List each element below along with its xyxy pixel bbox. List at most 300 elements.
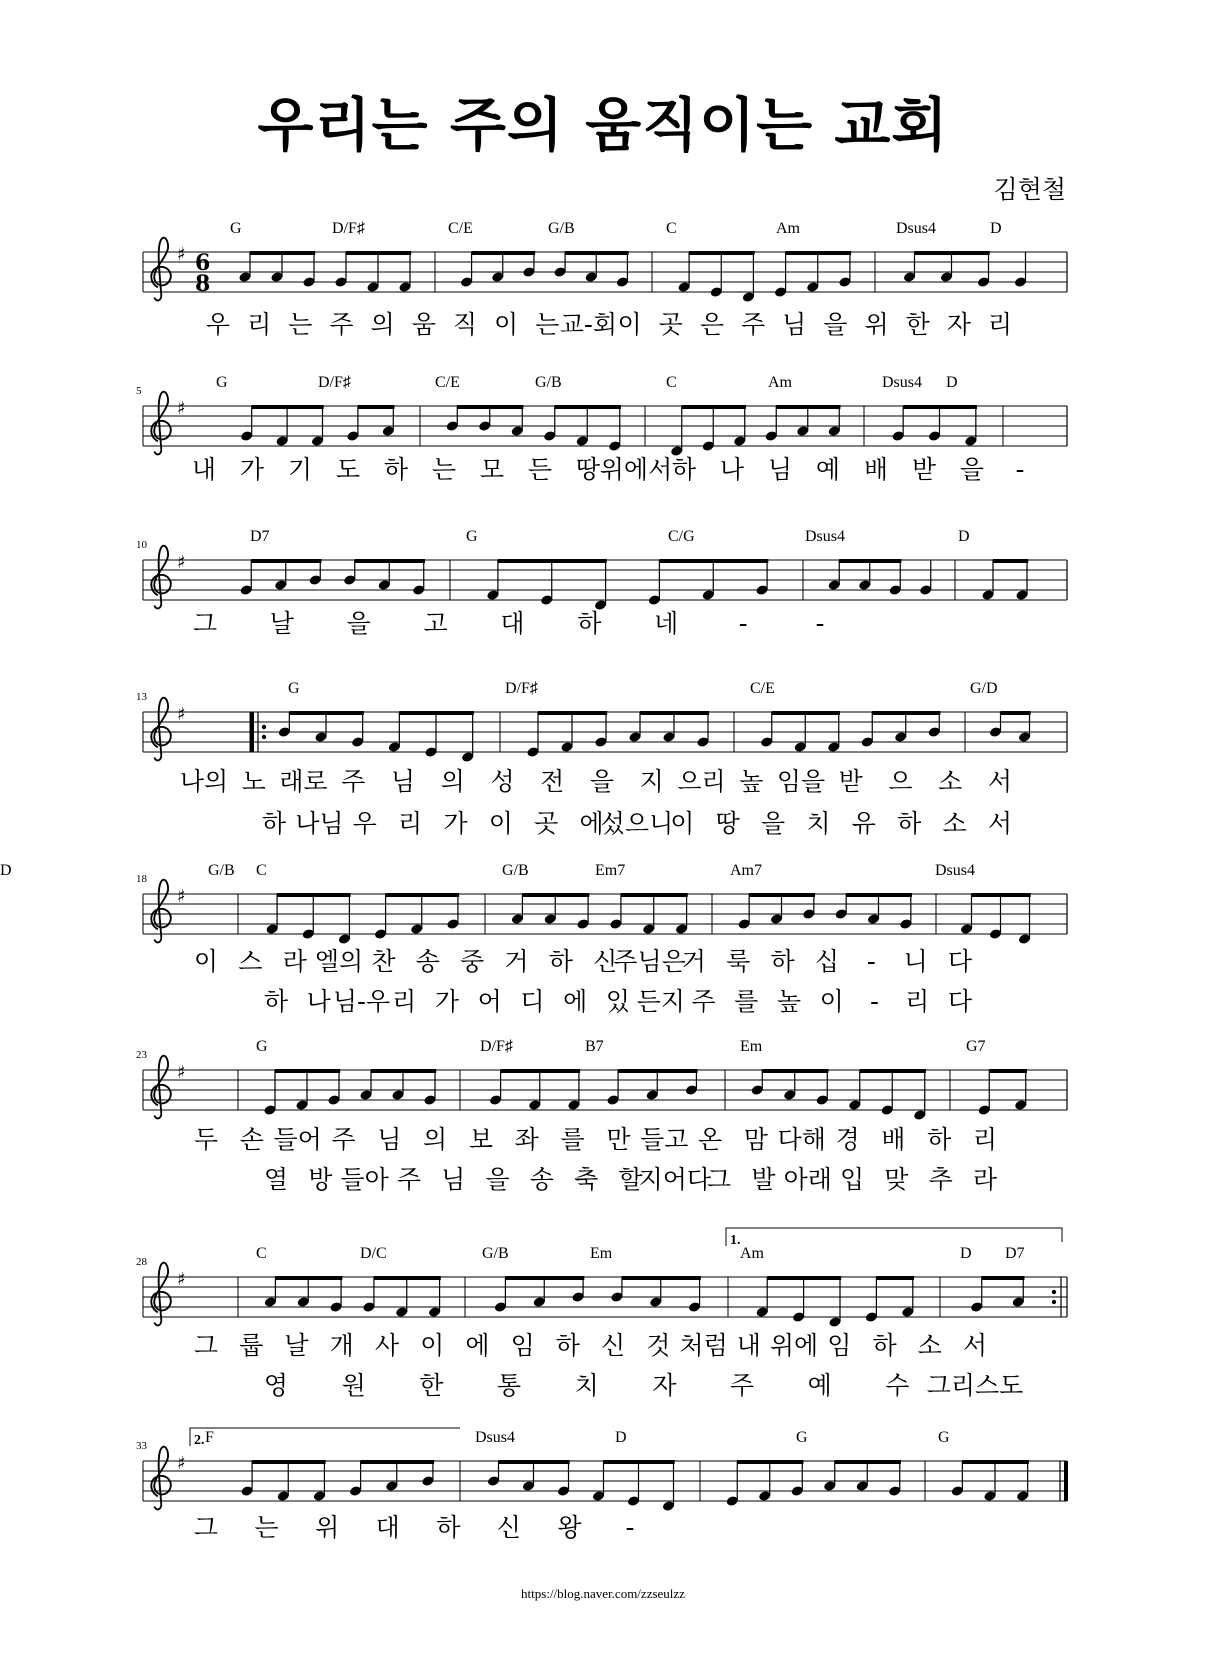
note-beam [252,1460,326,1464]
key-signature-sharp: ♯ [177,1269,186,1290]
lyric-syllable: 서 [987,767,1013,796]
note-beam [358,405,395,409]
chord-symbol: D/F♯ [332,220,365,237]
lyric-syllable: 하 [261,809,287,838]
key-signature-sharp: ♯ [177,1453,186,1474]
lyric-syllable: 지어다 [638,1165,712,1194]
measure-number: 13 [136,691,147,703]
lyric-syllable: 라 [282,947,307,976]
note-beam [565,251,629,255]
system-6 [136,1038,1067,1194]
treble-clef-icon [151,698,170,761]
lyric-syllable: 님 [390,767,416,796]
lyric-syllable: 교-회 [559,310,618,339]
lyric-syllable: 왕 [557,1513,582,1542]
lyric-syllable: 을 [959,455,985,484]
lyric-syllable: 위 [315,1513,340,1542]
note-beam [275,1069,340,1073]
repeat-dot [262,725,266,729]
note-beam [399,711,474,715]
note-beam [501,1069,581,1073]
treble-clef-icon [151,1447,170,1510]
lyric-syllable: 축 [574,1165,599,1194]
lyric-syllable: 모 [479,455,505,484]
lyric-syllable: 소 [917,1331,942,1360]
lyric-syllable: 하 [263,987,289,1016]
lyric-syllable: 이 [193,947,219,976]
chord-symbol: G/B [548,220,575,237]
note-beam [604,1460,675,1464]
note-beam [659,559,768,563]
chord-symbol: C/E [435,374,460,391]
chord-symbol: Dsus4 [805,528,846,545]
lyric-syllable: 통 [496,1371,522,1400]
note-beam [762,1069,828,1073]
note-beam [538,711,607,715]
lyric-syllable: 그 [193,1513,219,1542]
chord-symbol: C/G [668,528,695,545]
lyric-syllable: 의 [423,1125,448,1154]
lyric-syllable: 나 [306,987,331,1016]
note-beam [251,559,321,563]
chord-symbol: C/E [448,220,473,237]
lyric-syllable: 발 [751,1165,776,1194]
lyric-syllable: 곳 [658,310,683,339]
lyric-syllable: 신 [601,1331,626,1360]
note-beam [277,893,351,897]
lyric-syllable: 이 [420,1331,445,1360]
note-beam [499,1460,570,1464]
lyric-syllable: 하 [770,947,795,976]
lyric-syllable: 그 [707,1165,732,1194]
volta-bracket [190,1428,460,1446]
chord-symbol: G [796,1429,808,1446]
key-signature-sharp: ♯ [177,398,186,419]
chord-symbol: C [666,220,677,237]
chord-symbol: G/D [970,680,998,697]
lyric-syllable: 우 [352,809,377,838]
chord-symbol: D7 [250,528,270,545]
lyric-syllable: 를 [560,1125,585,1154]
lyric-syllable: 에 [465,1331,490,1360]
lyric-syllable: 십 [814,947,840,976]
lyric-syllable: 영 [263,1371,289,1400]
chord-symbol: B7 [585,1038,604,1055]
lyric-syllable: 온 [697,1125,723,1154]
lyric-syllable: 방 [308,1165,333,1194]
lyric-syllable: 땅 [575,455,601,484]
lyric-syllable: 하 [436,1513,461,1542]
lyric-syllable: 님 [377,1125,402,1154]
system-1 [143,220,1067,339]
treble-clef-icon [151,392,170,455]
lyric-syllable: 있 [605,987,631,1016]
chord-symbol: D [958,528,970,545]
lyric-syllable: 예 [815,455,841,484]
chord-symbol: D7 [1005,1245,1025,1262]
key-signature-sharp: ♯ [177,1062,186,1083]
note-beam [355,559,425,563]
lyric-syllable: 직 [452,310,478,339]
note-beam [839,559,901,563]
lyric-syllable: 신 [593,947,618,976]
lyric-syllable: 손 [239,1125,264,1154]
lyric-syllable: 을 [346,609,371,638]
lyric-syllable: 주님은 [613,947,686,976]
lyric-syllable: 위 [864,310,889,339]
lyric-syllable: 자 [652,1371,677,1400]
system-2 [136,374,1067,484]
lyric-syllable: 치 [574,1371,599,1400]
note-beam [371,1069,436,1073]
chord-symbol: Am [776,220,800,237]
lyric-syllable: 리 [392,987,417,1016]
treble-clef-icon [151,1056,170,1119]
lyric-syllable: 아래 [783,1165,832,1194]
note-beam [386,893,460,897]
lyric-syllable: 가 [434,987,460,1016]
chord-symbol: D/C [360,1245,387,1262]
lyric-syllable: 거 [504,947,529,976]
lyric-syllable: 원 [341,1371,366,1400]
measure-number: 23 [136,1049,147,1061]
note-beam [767,1276,841,1280]
lyric-syllable: 입 [839,1165,865,1194]
song-title: 우리는 주의 움직이는 교회 [257,91,949,159]
system-3 [136,528,1067,638]
lyric-syllable: 대 [500,609,525,638]
lyric-syllable: - [866,947,876,976]
note-beam [982,1276,1025,1280]
lyric-syllable: 대 [375,1513,400,1542]
lyric-syllable: 의 [370,310,395,339]
lyric-syllable: 는 [535,310,560,339]
chord-symbol: Dsus4 [935,862,976,879]
lyric-syllable: 열 [263,1165,289,1194]
chord-symbol: D/F♯ [480,1038,513,1055]
lyric-syllable: 추 [928,1165,953,1194]
chord-symbol: Am [768,374,792,391]
lyric-syllable: 들고 [640,1125,689,1154]
chord-symbol: F [205,1429,214,1446]
lyric-syllable: 스 [238,947,263,976]
lyric-syllable: 리 [972,1125,998,1154]
lyric-syllable: 송 [415,947,440,976]
chord-symbol: C/E [750,680,775,697]
measure-number: 10 [136,539,147,551]
lyric-syllable: 리 [247,310,272,339]
lyric-syllable: 나 [719,455,745,484]
lyric-syllable: 지 [639,767,664,796]
chord-symbol: G [256,1038,268,1055]
lyric-syllable: 자 [946,310,971,339]
lyric-syllable: 를 [734,987,759,1016]
volta-number: 1. [730,1233,741,1248]
chord-symbol: Dsus4 [882,374,923,391]
key-signature-sharp: ♯ [177,552,186,573]
chord-symbol: D [946,374,958,391]
lyric-syllable: 날 [269,609,294,638]
chord-symbol: D [0,862,12,879]
lyric-syllable: 하 [577,609,602,638]
lyric-syllable: 그 [192,609,218,638]
repeat-dot [262,735,266,739]
lyric-syllable: 하 [383,455,409,484]
lyric-syllable: 주 [729,1371,755,1400]
lyric-syllable: 사 [374,1331,400,1360]
measure-number: 28 [136,1256,147,1268]
chord-symbol: G [230,220,242,237]
chord-symbol: D [615,1429,627,1446]
chord-symbol: G/B [535,374,562,391]
lyric-syllable: 그 [193,1331,219,1360]
lyric-syllable: 리 [905,987,930,1016]
note-beam [250,251,315,255]
system-7 [136,1228,1067,1400]
treble-clef-icon [151,1263,170,1326]
volta-bracket [726,1228,1062,1246]
chord-symbol: C [256,1245,267,1262]
system-4 [136,680,1067,838]
note-beam [555,405,621,409]
lyric-syllable: 는 [254,1513,279,1542]
lyric-syllable: 맞 [884,1165,909,1194]
note-beam [776,405,840,409]
lyric-syllable: 주 [341,767,366,796]
lyric-syllable: 한 [905,310,930,339]
time-signature-top: 6 [195,250,211,276]
note-beam [749,893,815,897]
lyric-syllable: 는 [288,310,313,339]
lyric-syllable: 임 [827,1331,852,1360]
lyric-syllable: 에 [563,987,588,1016]
lyric-syllable: 임 [510,1331,535,1360]
final-thick-bar [1064,1461,1068,1501]
note-beam [786,251,852,255]
lyric-syllable: 님 [767,455,793,484]
lyric-syllable: 한 [419,1371,444,1400]
lyric-syllable: 할 [618,1165,643,1194]
lyric-syllable: - [869,987,880,1016]
measure-number: 5 [136,385,142,397]
lyric-syllable: 에 [579,809,604,838]
system-8 [136,1428,1068,1542]
lyric-syllable: 높 [776,987,802,1016]
lyric-syllable: 네 [654,609,679,638]
lyric-syllable: 님 [441,1165,466,1194]
lyric-syllable: 전 [540,767,565,796]
chord-symbol: D [990,220,1002,237]
note-beam [621,893,688,897]
lyric-syllable: 치 [806,809,831,838]
lyric-syllable: 가 [239,455,265,484]
lyric-syllable: - [625,1513,635,1542]
lyric-syllable: 찬 [371,947,396,976]
lyric-syllable: 주 [331,1125,356,1154]
composer-name: 김현철 [993,175,1066,204]
lyric-syllable: 만 [606,1125,631,1154]
lyric-syllable: 하 [897,809,922,838]
lyric-syllable: - [1015,455,1025,484]
lyric-syllable: 나님 [295,809,344,838]
treble-clef-icon [151,546,170,609]
lyric-syllable: 수 [885,1371,910,1400]
lyric-syllable: 을 [485,1165,510,1194]
lyric-syllable: 성 [490,767,515,796]
lyric-syllable: 들아 [340,1165,389,1194]
note-beam [522,893,589,897]
chord-symbol: G [288,680,300,697]
lyric-syllable: 다 [947,947,973,976]
lyric-syllable: 하 [548,947,573,976]
lyric-syllable: 은 [699,310,724,339]
note-beam [622,1276,701,1280]
lyric-syllable: 나의 [179,767,229,796]
note-beam [618,1069,698,1073]
lyric-syllable: 님 [782,310,807,339]
note-beam [682,405,746,409]
lyric-syllable: 것 [646,1331,671,1360]
lyric-syllable: 주 [691,987,716,1016]
lyric-syllable: 하 [671,455,697,484]
note-beam [457,405,523,409]
lyric-syllable: 든지 [636,987,685,1016]
lyric-syllable: 보 [468,1125,494,1154]
lyric-syllable: - [738,609,748,638]
note-beam [472,251,536,255]
note-beam [640,711,709,715]
lyric-syllable: 두 [193,1125,219,1154]
lyric-syllable: 하 [872,1331,897,1360]
lyric-syllable: 맘 [743,1125,768,1154]
lyric-syllable: 이 [819,987,844,1016]
lyric-syllable: 곳 [534,809,559,838]
lyric-syllable: 개 [329,1331,354,1360]
volta-number: 2. [194,1433,205,1448]
note-beam [993,559,1028,563]
lyric-syllable: 이 [670,809,695,838]
lyric-syllable: 배 [881,1125,906,1154]
chord-symbol: D/F♯ [505,680,538,697]
lyric-syllable: 다해 [777,1125,826,1154]
note-beam [346,251,411,255]
lyric-syllable: 하 [927,1125,952,1154]
lyric-syllable: 거 [681,947,706,976]
lyric-syllable: 이 [617,310,642,339]
repeat-dot [1052,1290,1056,1294]
lyric-syllable: 으리 [677,767,726,796]
chord-symbol: D [960,1245,972,1262]
treble-clef-icon [151,880,170,943]
lyric-syllable: 디 [520,987,545,1016]
repeat-dot [1052,1300,1056,1304]
note-beam [498,559,607,563]
note-beam [505,1276,584,1280]
lyric-syllable: 을 [761,809,786,838]
lyric-syllable: 처럼 [679,1331,728,1360]
note-beam [374,1276,441,1280]
lyric-syllable: 주 [396,1165,422,1194]
time-signature-bottom: 8 [195,271,211,297]
lyric-syllable: 땅 [715,809,740,838]
chord-symbol: Dsus4 [896,220,937,237]
chord-symbol: G/B [208,862,235,879]
chord-symbol: G [466,528,478,545]
chord-symbol: Am [740,1245,764,1262]
chord-symbol: G7 [966,1038,986,1055]
key-signature-sharp: ♯ [177,886,186,907]
note-beam [872,711,940,715]
lyric-syllable: 으 [888,767,913,796]
note-beam [772,711,840,715]
lyric-syllable: 움 [411,310,436,339]
lyric-syllable: 라 [972,1165,998,1194]
measure-number: 18 [136,873,147,885]
treble-clef-icon [151,238,170,301]
note-beam [289,711,364,715]
lyric-syllable: 이 [494,310,519,339]
chord-symbol: G [216,374,228,391]
lyric-syllable: 주 [740,310,766,339]
lyric-syllable: 룩 [726,947,751,976]
lyric-syllable: 임을 [776,767,826,796]
chord-symbol: G [938,1429,950,1446]
lyric-syllable: 이 [488,809,513,838]
lyric-syllable: 송 [529,1165,554,1194]
note-beam [903,405,977,409]
chord-symbol: C [666,374,677,391]
chord-symbol: Em [740,1038,763,1055]
system-5 [0,862,1067,1016]
lyric-syllable: 리 [987,310,1013,339]
lyric-syllable: 경 [835,1125,860,1154]
chord-symbol: Am7 [730,862,762,879]
note-beam [860,1069,926,1073]
lyric-syllable: 어 [477,987,502,1016]
lyric-syllable: 리 [398,809,423,838]
lyric-syllable: 예 [807,1371,832,1400]
lyric-syllable: 든 [527,455,553,484]
lyric-syllable: 그리스도 [926,1371,1024,1400]
lyric-syllable: 을 [589,767,615,796]
key-signature-sharp: ♯ [177,704,186,725]
chord-symbol: G/B [482,1245,509,1262]
lyric-syllable: 중 [460,947,485,976]
lyric-syllable: 신 [496,1513,521,1542]
note-beam [361,1460,435,1464]
note-beam [972,893,1031,897]
note-beam [275,1276,342,1280]
lyric-syllable: 기 [287,455,313,484]
note-beam [962,1460,1029,1464]
note-beam [689,251,755,255]
lyric-syllable: 서 [987,809,1013,838]
note-beam [1001,711,1031,715]
lyric-syllable: 들어 [273,1125,322,1154]
note-beam [846,893,912,897]
lyric-syllable: 노 [241,767,266,796]
lyric-syllable: 가 [443,809,468,838]
key-signature-sharp: ♯ [177,244,186,265]
lyric-syllable: 소 [938,767,963,796]
lyric-syllable: 날 [284,1331,309,1360]
chord-symbol: Em7 [595,862,626,879]
lyric-syllable: 섰으니 [600,809,674,838]
lyric-syllable: 배 [863,455,889,484]
source-url: https://blog.naver.com/zzseulzz [521,1586,685,1601]
lyric-syllable: 내 [191,455,217,484]
lyric-syllable: 받 [911,455,937,484]
